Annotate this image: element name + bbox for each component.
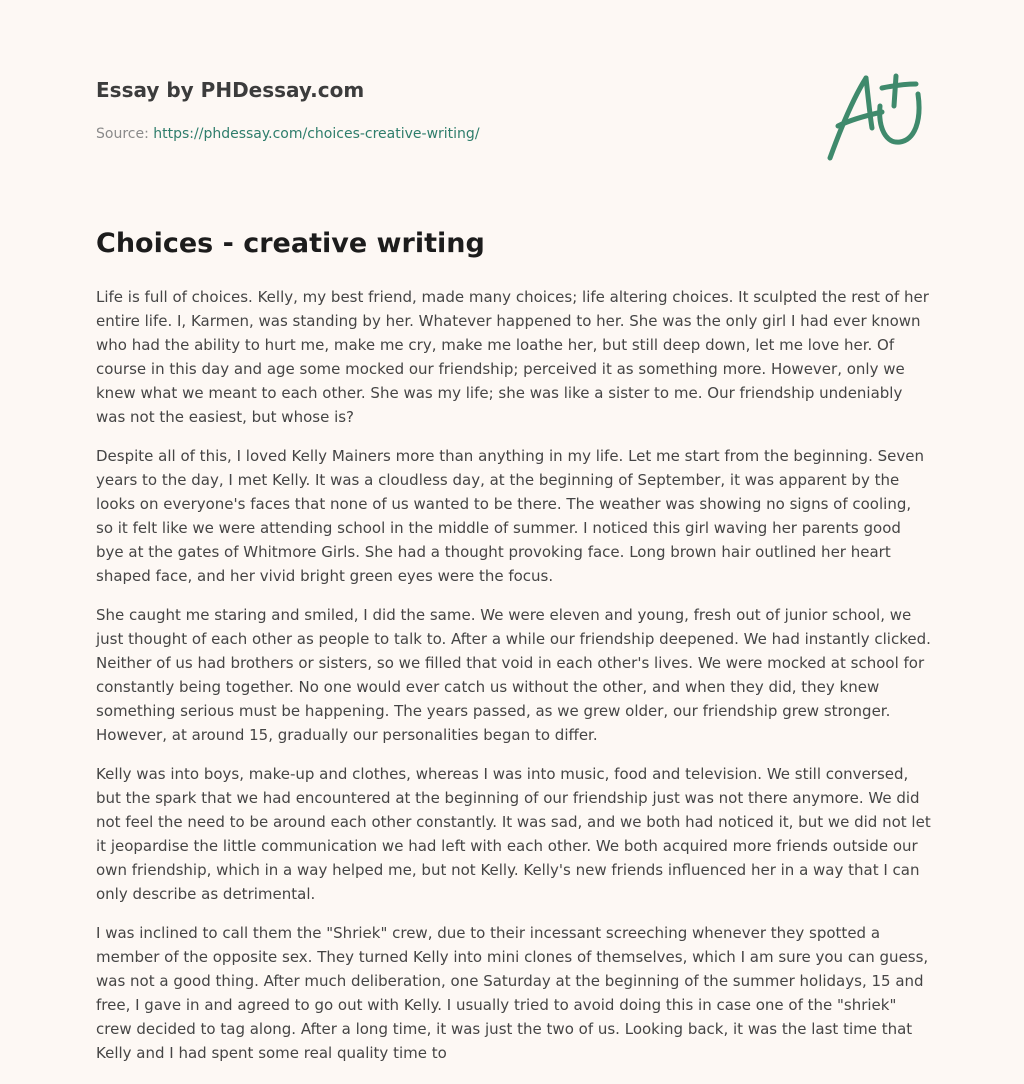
essay-body [96, 285, 932, 1080]
essay-title: Choices - creative writing [96, 228, 485, 259]
essay-paragraph: Despite all of this, I loved Kelly Mainers more than anything in my life. Let me start from the beginning. Seven years to the day, I met Kelly. It was a cloudless day, at the beginning of September, it was apparent by the looks on everyone's faces that none of us wanted to be there. The weather was showing no signs of cooling, so it felt like we were attending school in the middle of summer. I noticed this girl waving her parents good bye at the gates of Whitmore Girls. She had a thought provoking face. Long brown hair outlined her heart shaped face, and her vivid bright green eyes were the focus. [96, 447, 924, 585]
essay-paragraph: Life is full of choices. Kelly, my best friend, made many choices; life altering choices. It sculpted the rest of her entire life. I, Karmen, was standing by her. Whatever happened to her. She was the only girl I had ever known who had the ability to hurt me, make me cry, make me loathe her, but still deep down, let me love her. Of course in this day and age some mocked our friendship; perceived it as something more. However, only we knew what we meant to each other. She was my life; she was like a sister to me. Our friendship undeniably was not the easiest, but whose is? [96, 288, 929, 426]
source-line [96, 124, 796, 144]
site-title: Essay by PHDessay.com [96, 78, 365, 102]
a-plus-logo-svg [820, 66, 930, 166]
essay-paragraph: I was inclined to call them the "Shriek" crew, due to their incessant screeching whenever they spotted a member of the opposite sex. They turned Kelly into mini clones of themselves, which I am sure you can guess, was not a good thing. After much deliberation, one Saturday at the beginning of the summer holidays, 15 and free, I gave in and agreed to go out with Kelly. I usually tried to avoid doing this in case one of the "shriek" crew decided to tag along. After a long time, it was just the two of us. Looking back, it was the last time that Kelly and I had spent some real quality time to [96, 924, 929, 1062]
a-plus-grade-icon [820, 66, 930, 166]
essay-header [96, 76, 796, 144]
source-label: Source: [96, 126, 149, 142]
essay-paragraph: She caught me staring and smiled, I did the same. We were eleven and young, fresh out of junior school, we just thought of each other as people to talk to. After a while our friendship deepened. We had instantly clicked. Neither of us had brothers or sisters, so we filled that void in each other's lives. We were mocked at school for constantly being together. No one would ever catch us without the other, and when they did, they knew something serious must be happening. The years passed, as we grew older, our friendship grew stronger. However, at around 15, gradually our personalities began to differ. [96, 606, 931, 744]
essay-paragraph: Kelly was into boys, make-up and clothes, whereas I was into music, food and television. We still conversed, but the spark that we had encountered at the beginning of our friendship just was not there anymore. We did not feel the need to be around each other constantly. It was sad, and we both had noticed it, but we did not let it jeopardise the little communication we had left with each other. We both acquired more friends outside our own friendship, which in a way helped me, but not Kelly. Kelly's new friends influenced her in a way that I can only describe as detrimental. [96, 765, 931, 903]
source-link[interactable]: https://phdessay.com/choices-creative-writing/ [153, 126, 480, 142]
